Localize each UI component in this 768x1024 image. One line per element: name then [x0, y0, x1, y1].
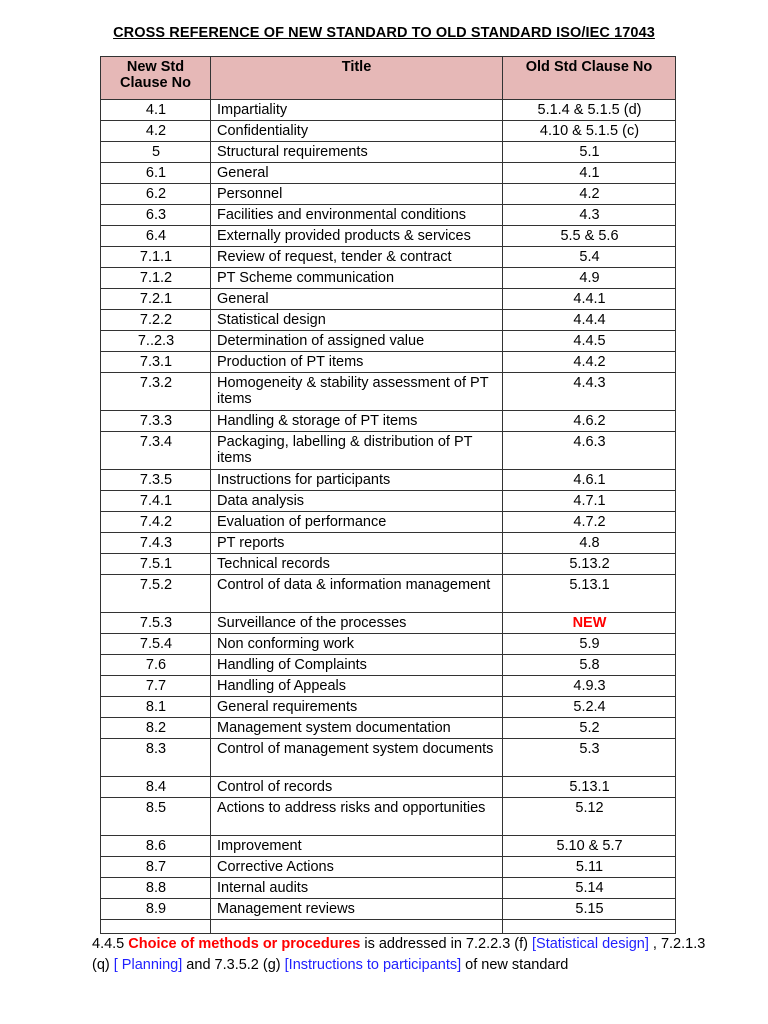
old-std-clause-cell: 5.2.4	[503, 697, 676, 718]
footnote-highlight: Choice of methods or procedures	[128, 936, 361, 952]
old-std-clause-cell: 5.1.4 & 5.1.5 (d)	[503, 100, 676, 121]
header-title: Title	[211, 57, 503, 100]
title-cell: Handling of Complaints	[211, 655, 503, 676]
table-row	[101, 512, 676, 533]
title-cell: Actions to address risks and opportunities	[211, 798, 503, 836]
table-body	[101, 100, 676, 934]
title-cell	[211, 920, 503, 934]
footnote-clause: 4.4.5	[92, 936, 129, 952]
old-std-clause-cell: 5.14	[503, 878, 676, 899]
title-cell: Instructions for participants	[211, 470, 503, 491]
new-std-clause-cell: 7.1.2	[101, 268, 211, 289]
title-cell: Production of PT items	[211, 352, 503, 373]
table-row	[101, 575, 676, 613]
old-std-clause-cell: 4.10 & 5.1.5 (c)	[503, 121, 676, 142]
footnote-text-3: and 7.3.5.2 (g)	[182, 957, 285, 973]
table-row	[101, 184, 676, 205]
old-std-clause-cell: 5.13.2	[503, 554, 676, 575]
old-std-clause-cell: 4.2	[503, 184, 676, 205]
title-cell: Control of management system documents	[211, 739, 503, 777]
footnote	[92, 934, 712, 976]
new-std-clause-cell: 7.7	[101, 676, 211, 697]
footnote-text-2: , 7.2.1.3 (q)	[92, 936, 706, 973]
new-std-clause-cell: 7.2.1	[101, 289, 211, 310]
table-row	[101, 899, 676, 920]
old-std-clause-cell: 5.2	[503, 718, 676, 739]
new-std-clause-cell: 6.4	[101, 226, 211, 247]
title-cell: Confidentiality	[211, 121, 503, 142]
new-std-clause-cell: 6.3	[101, 205, 211, 226]
table-row	[101, 268, 676, 289]
old-std-clause-cell	[503, 920, 676, 934]
old-std-clause-cell: NEW	[503, 613, 676, 634]
new-std-clause-cell: 7.4.1	[101, 491, 211, 512]
table-row	[101, 373, 676, 411]
table-row	[101, 491, 676, 512]
new-std-clause-cell: 8.9	[101, 899, 211, 920]
table-row	[101, 289, 676, 310]
old-std-clause-cell: 5.3	[503, 739, 676, 777]
new-std-clause-cell: 8.8	[101, 878, 211, 899]
new-std-clause-cell: 7.5.4	[101, 634, 211, 655]
new-std-clause-cell: 8.7	[101, 857, 211, 878]
title-cell: Improvement	[211, 836, 503, 857]
table-row	[101, 163, 676, 184]
title-cell: General	[211, 163, 503, 184]
table-row	[101, 432, 676, 470]
title-cell: Externally provided products & services	[211, 226, 503, 247]
new-std-clause-cell: 7.3.4	[101, 432, 211, 470]
title-cell: Control of data & information management	[211, 575, 503, 613]
table-row	[101, 777, 676, 798]
title-cell: Control of records	[211, 777, 503, 798]
title-cell: Data analysis	[211, 491, 503, 512]
new-std-clause-cell: 7.3.2	[101, 373, 211, 411]
title-cell: Corrective Actions	[211, 857, 503, 878]
title-cell: Facilities and environmental conditions	[211, 205, 503, 226]
new-std-clause-cell: 7.4.3	[101, 533, 211, 554]
new-std-clause-cell: 7.5.3	[101, 613, 211, 634]
old-std-clause-cell: 5.15	[503, 899, 676, 920]
title-cell: Impartiality	[211, 100, 503, 121]
table-row	[101, 352, 676, 373]
old-std-clause-cell: 4.7.2	[503, 512, 676, 533]
old-std-clause-cell: 4.4.2	[503, 352, 676, 373]
title-cell: Non conforming work	[211, 634, 503, 655]
old-std-clause-cell: 5.4	[503, 247, 676, 268]
title-cell: Handling & storage of PT items	[211, 411, 503, 432]
new-std-clause-cell: 7.3.3	[101, 411, 211, 432]
table-row-empty	[101, 920, 676, 934]
table-row	[101, 205, 676, 226]
table-row	[101, 142, 676, 163]
old-std-clause-cell: 5.1	[503, 142, 676, 163]
new-std-clause-cell: 8.6	[101, 836, 211, 857]
table-row	[101, 411, 676, 432]
old-std-clause-cell: 5.9	[503, 634, 676, 655]
table-row	[101, 226, 676, 247]
table-row	[101, 798, 676, 836]
table-row	[101, 739, 676, 777]
old-std-clause-cell: 4.9	[503, 268, 676, 289]
table-row	[101, 121, 676, 142]
new-std-clause-cell: 7.1.1	[101, 247, 211, 268]
footnote-text-1: is addressed in 7.2.2.3 (f)	[360, 936, 532, 952]
new-std-clause-cell: 7.3.5	[101, 470, 211, 491]
old-std-clause-cell: 4.1	[503, 163, 676, 184]
old-std-clause-cell: 5.13.1	[503, 777, 676, 798]
new-std-clause-cell: 7.5.2	[101, 575, 211, 613]
title-cell: Evaluation of performance	[211, 512, 503, 533]
table-row	[101, 718, 676, 739]
table-row	[101, 836, 676, 857]
new-std-clause-cell: 4.2	[101, 121, 211, 142]
title-cell: Technical records	[211, 554, 503, 575]
title-cell: Review of request, tender & contract	[211, 247, 503, 268]
table-row	[101, 655, 676, 676]
title-cell: Structural requirements	[211, 142, 503, 163]
old-std-clause-cell: 4.4.1	[503, 289, 676, 310]
new-std-clause-cell: 6.2	[101, 184, 211, 205]
new-std-clause-cell: 4.1	[101, 100, 211, 121]
document-title: CROSS REFERENCE OF NEW STANDARD TO OLD STANDARD ISO/IEC 17043	[113, 25, 655, 41]
title-cell: Surveillance of the processes	[211, 613, 503, 634]
old-std-clause-cell: 5.11	[503, 857, 676, 878]
new-std-clause-cell: 7.2.2	[101, 310, 211, 331]
old-std-clause-cell: 4.4.5	[503, 331, 676, 352]
footnote-text-4: of new standard	[461, 957, 569, 973]
table-row	[101, 554, 676, 575]
table-row	[101, 676, 676, 697]
title-cell: Packaging, labelling & distribution of PT items	[211, 432, 503, 470]
new-std-clause-cell: 7.3.1	[101, 352, 211, 373]
table-row	[101, 310, 676, 331]
new-std-clause-cell: 8.2	[101, 718, 211, 739]
old-std-clause-cell: 5.12	[503, 798, 676, 836]
title-cell: Internal audits	[211, 878, 503, 899]
title-cell: Management reviews	[211, 899, 503, 920]
footnote-ref-instructions: [Instructions to participants]	[284, 957, 462, 973]
table-row	[101, 247, 676, 268]
old-std-clause-cell: 4.6.1	[503, 470, 676, 491]
table-row	[101, 697, 676, 718]
title-cell: Handling of Appeals	[211, 676, 503, 697]
title-cell: Statistical design	[211, 310, 503, 331]
old-std-clause-cell: 5.8	[503, 655, 676, 676]
old-std-clause-cell: 4.4.3	[503, 373, 676, 411]
table-row	[101, 533, 676, 554]
table-row	[101, 331, 676, 352]
footnote-ref-statistical-design: [Statistical design]	[532, 936, 649, 952]
old-std-clause-cell: 4.7.1	[503, 491, 676, 512]
new-std-clause-cell: 7.6	[101, 655, 211, 676]
new-std-clause-cell: 8.1	[101, 697, 211, 718]
title-cell: General	[211, 289, 503, 310]
cross-reference-table	[100, 56, 676, 934]
title-cell: Determination of assigned value	[211, 331, 503, 352]
old-std-clause-cell: 4.6.3	[503, 432, 676, 470]
header-new-std-clause: New Std Clause No	[101, 57, 211, 100]
old-std-clause-cell: 5.13.1	[503, 575, 676, 613]
header-old-std-clause: Old Std Clause No	[503, 57, 676, 100]
title-cell: Management system documentation	[211, 718, 503, 739]
new-std-clause-cell: 7.5.1	[101, 554, 211, 575]
table-header-row	[101, 57, 676, 100]
table-row	[101, 613, 676, 634]
old-std-clause-cell: 4.8	[503, 533, 676, 554]
table-row	[101, 100, 676, 121]
old-std-clause-cell: 4.4.4	[503, 310, 676, 331]
table-row	[101, 878, 676, 899]
new-std-clause-cell: 7.4.2	[101, 512, 211, 533]
old-std-clause-cell: 5.10 & 5.7	[503, 836, 676, 857]
old-std-clause-cell: 4.3	[503, 205, 676, 226]
old-std-clause-cell: 4.9.3	[503, 676, 676, 697]
title-cell: Homogeneity & stability assessment of PT items	[211, 373, 503, 411]
old-std-clause-cell: 4.6.2	[503, 411, 676, 432]
old-std-clause-cell: 5.5 & 5.6	[503, 226, 676, 247]
title-cell: PT reports	[211, 533, 503, 554]
title-cell: General requirements	[211, 697, 503, 718]
table-row	[101, 857, 676, 878]
new-std-clause-cell: 8.5	[101, 798, 211, 836]
new-std-clause-cell: 8.4	[101, 777, 211, 798]
table-row	[101, 634, 676, 655]
new-std-clause-cell	[101, 920, 211, 934]
new-std-clause-cell: 8.3	[101, 739, 211, 777]
title-cell: PT Scheme communication	[211, 268, 503, 289]
footnote-ref-planning: [ Planning]	[113, 957, 183, 973]
new-std-clause-cell: 7..2.3	[101, 331, 211, 352]
new-std-clause-cell: 5	[101, 142, 211, 163]
new-std-clause-cell: 6.1	[101, 163, 211, 184]
table-row	[101, 470, 676, 491]
title-cell: Personnel	[211, 184, 503, 205]
